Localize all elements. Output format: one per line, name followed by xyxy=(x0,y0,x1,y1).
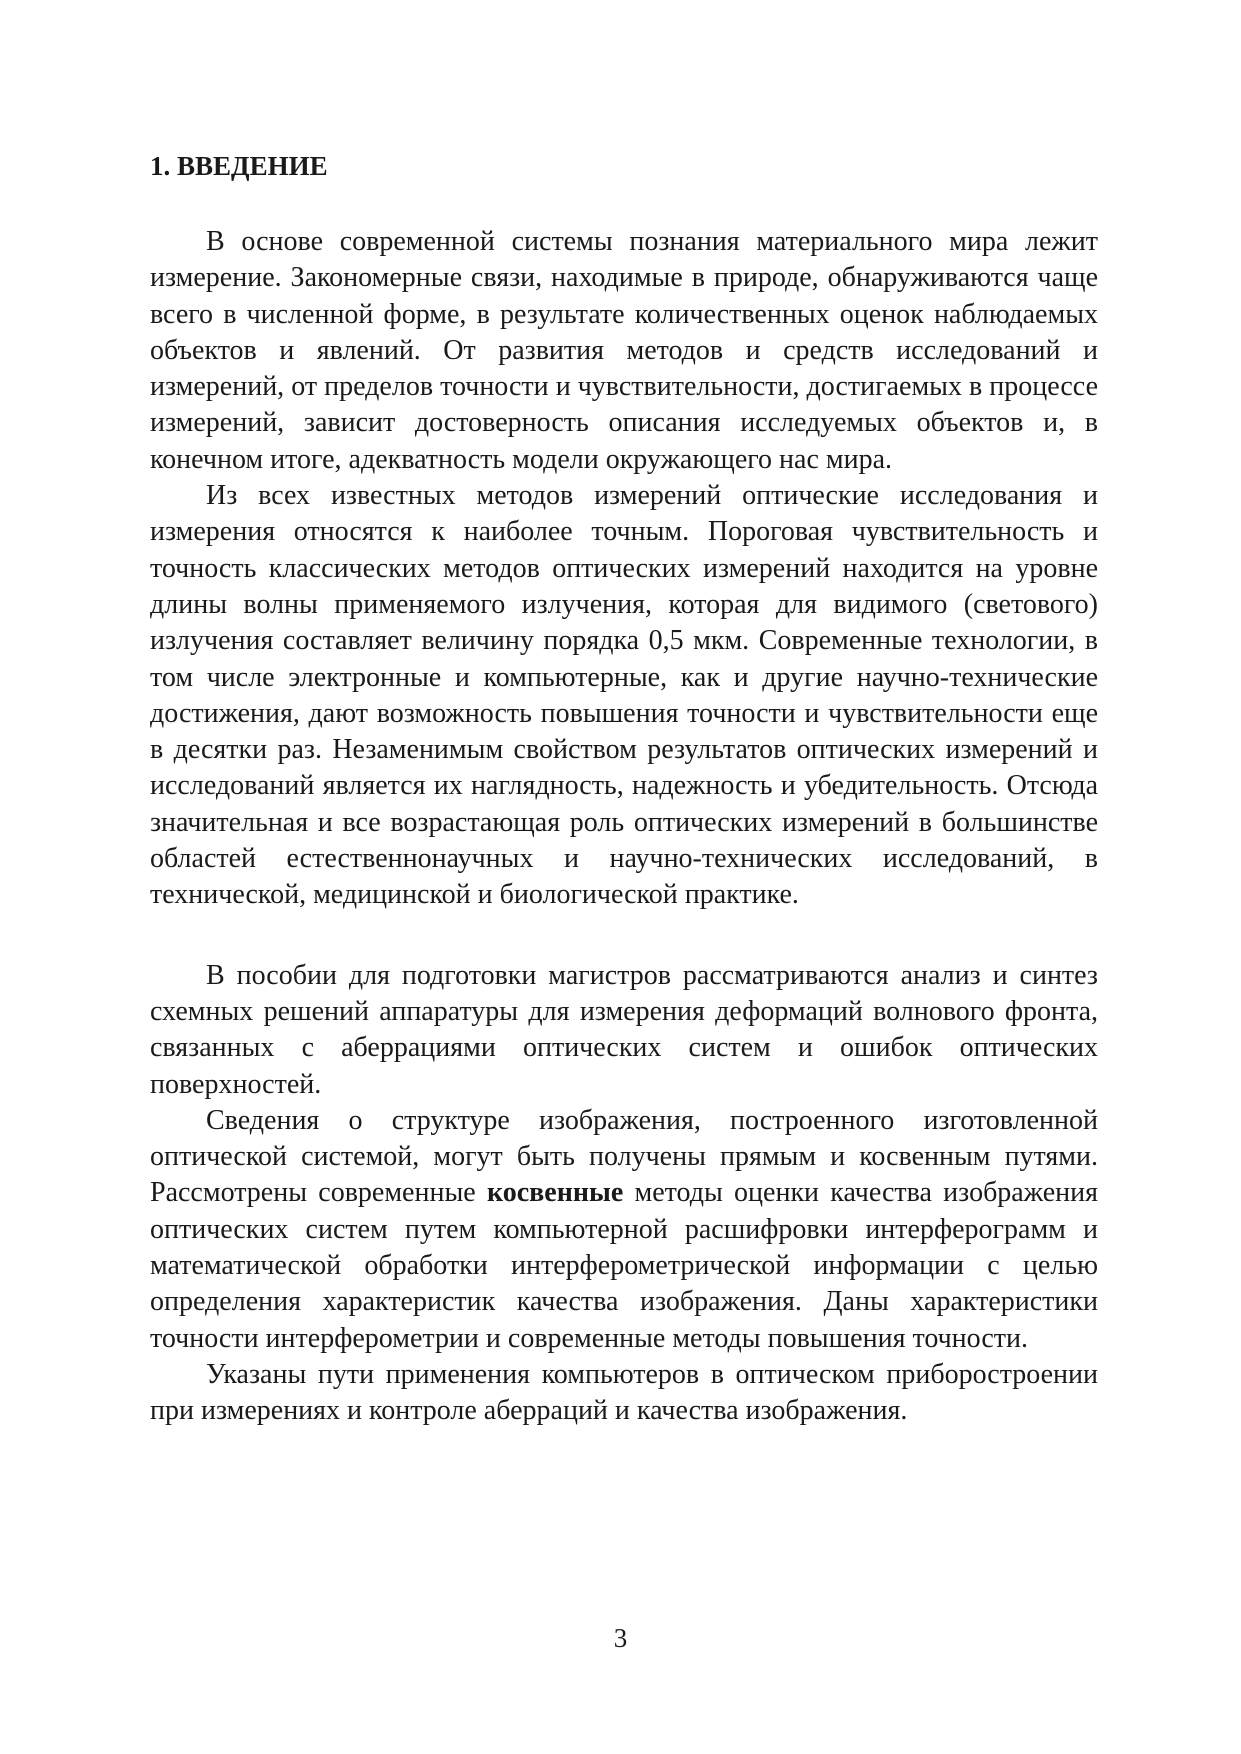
paragraph-image-structure xyxy=(150,1103,1098,1357)
paragraph-computer-applications: Указаны пути применения компьютеров в оптическом приборостроении при измерениях и контроле аберраций и качества изображения. xyxy=(150,1358,1098,1427)
emphasized-word: косвенные xyxy=(486,1177,624,1209)
paragraph-intro: В основе современной системы познания материального мира лежит измерение. Закономерные связи, находимые в природе, обнаруживаются чаще всего в численной форме, в результате количественных оценок наблюдаемых объектов и явлений. От развития методов и средств исследований и измерений, от пределов точности и чувствительности, достигаемых в процессе измерений, зависит достоверность описания исследуемых объектов и, в конечном итоге, адекватность модели окружающего нас мира. xyxy=(150,226,1098,475)
paragraph-text-segment: Сведения о структуре изображения, построенного изготовленной оптической системой, могут быть получены прямым и косвенным путями. Рассмотрены современные xyxy=(150,1104,1098,1209)
paragraph-optical-methods: Из всех известных методов измерений оптические исследования и измерения относятся к наиболее точным. Пороговая чувствительность и точность классических методов оптических измерений находится на уровне длины волны применяемого излучения, которая для видимого (светового) излучения составляет величину порядка 0,5 мкм. Современные технологии, в том числе электронные и компьютерные, как и другие научно-технические достижения, дают возможность повышения точности и чувствительности еще в десятки раз. Незаменимым свойством результатов оптических измерений и исследований является их наглядность, надежность и убедительность. Отсюда значительная и все возрастающая роль оптических измерений в большинстве областей естественнонаучных и научно-технических исследований, в технической, медицинской и биологической практике. xyxy=(150,480,1098,911)
paragraph-text-segment: методы оценки качества изображения оптических систем путем компьютерной расшифровки интерферограмм и математической обработки интерферометрической информации с целью определения характеристик качества изображения. Даны характеристики точности интерферометрии и современные методы повышения точности. xyxy=(150,1177,1098,1354)
paragraph-manual-scope: В пособии для подготовки магистров рассматриваются анализ и синтез схемных решений аппаратуры для измерения деформаций волнового фронта, связанных с аберрациями оптических систем и ошибок оптических поверхностей. xyxy=(150,959,1098,1100)
page-content xyxy=(150,148,1098,1430)
page-number: 3 xyxy=(613,1623,628,1653)
section-heading: 1. ВВЕДЕНИЕ xyxy=(150,151,328,181)
